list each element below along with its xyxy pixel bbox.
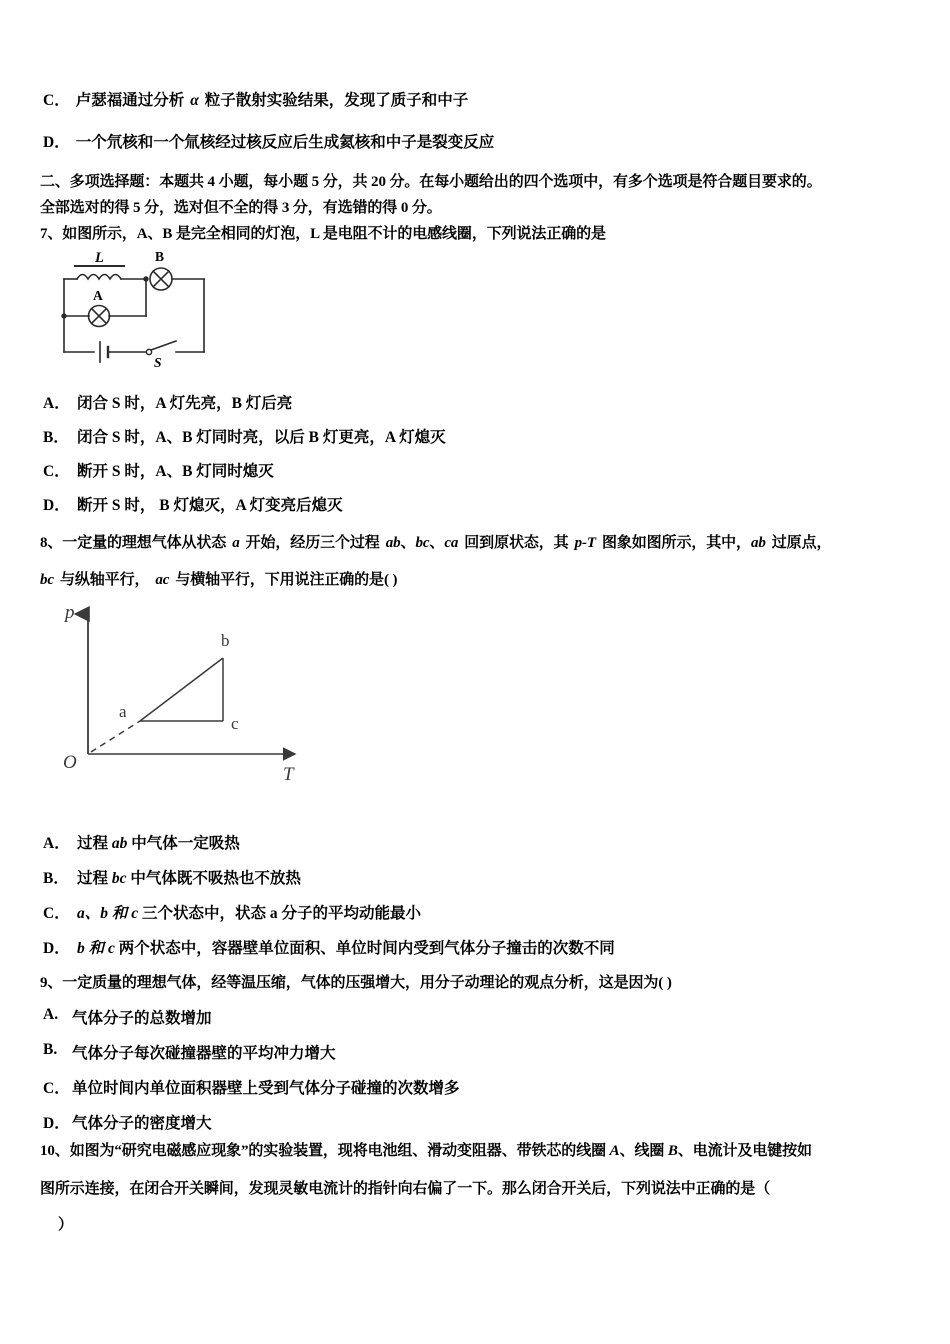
- q8-stem-line-1: [40, 531, 831, 552]
- pt-dashed-origin-line: [91, 721, 140, 752]
- q8-process-ac: ac: [155, 572, 170, 588]
- q8-stem-line-2: [40, 568, 397, 589]
- switch-blade: [151, 341, 176, 350]
- pt-x-axis-label: T: [283, 764, 294, 785]
- q7-stem: 7、如图所示，A、B 是完全相同的灯泡，L 是电阻不计的电感线圈，下列说法正确的是: [40, 226, 606, 242]
- q7-option-b-text: 闭合 S 时，A、B 灯同时亮，以后 B 灯更亮，A 灯熄灭: [77, 429, 446, 446]
- pt-origin-label: O: [63, 752, 77, 773]
- lamp-b-cross: [153, 271, 169, 287]
- q9-option-c-letter: C．: [43, 1080, 70, 1097]
- q8-state-a: a: [232, 535, 240, 551]
- q10-seg-2: 、线圈: [619, 1143, 668, 1159]
- q8-stem-seg-1: 8、一定量的理想气体从状态: [40, 535, 227, 551]
- q10-stem-line-1: [40, 1139, 812, 1160]
- lamp-b-label: B: [155, 249, 165, 264]
- q9-option-c-text: 单位时间内单位面积器壁上受到气体分子碰撞的次数增多: [72, 1080, 460, 1097]
- q10-seg-1: 10、如图为“研究电磁感应现象”的实验装置，现将电池组、滑动变阻器、带铁芯的线圈: [40, 1143, 610, 1159]
- alpha-symbol: α: [190, 92, 199, 109]
- q8-opt-c-post: 三个状态中，状态 a 分子的平均动能最小: [138, 905, 422, 922]
- q6-option-d: [43, 130, 494, 152]
- q10-seg-3: 、电流计及电键按如: [677, 1143, 812, 1159]
- circuit-diagram-figure: [58, 248, 238, 370]
- inductor-coil: [77, 275, 121, 280]
- q7-option-a-letter: A．: [43, 395, 70, 412]
- q6-option-d-letter: D．: [43, 134, 70, 151]
- q7-option-b-letter: B．: [43, 429, 69, 446]
- q8-process-bc-2: bc: [40, 572, 54, 588]
- pt-point-c-label: c: [231, 714, 239, 733]
- q8-stem-seg-4: 、: [429, 535, 445, 551]
- q8-option-d-text: [77, 936, 615, 958]
- q7-option-c-text: 断开 S 时，A、B 灯同时熄灭: [77, 463, 274, 480]
- q8-stem-seg-5: 回到原状态，其: [464, 535, 569, 551]
- q7-option-c-letter: C．: [43, 463, 70, 480]
- switch-pivot: [146, 349, 151, 354]
- q8-process-ab-2: ab: [750, 535, 766, 551]
- q8-stem-seg-8: 与纵轴平行，: [59, 572, 150, 588]
- q8-opt-a-post: 中气体一定吸热: [127, 835, 240, 852]
- q8-option-a-letter: A．: [43, 835, 70, 852]
- q6-option-c-letter: C．: [43, 92, 70, 109]
- q8-opt-c-italic: a、b 和 c: [77, 905, 139, 922]
- pt-graph-svg: [55, 596, 325, 811]
- q8-option-c-letter: C．: [43, 905, 70, 922]
- q10-stem-line-2: 图所示连接，在闭合开关瞬间，发现灵敏电流计的指针向右偏了一下。那么闭合开关后，下列说法中正确的是（: [40, 1181, 771, 1197]
- q9-stem: 9、一定质量的理想气体，经等温压缩，气体的压强增大，用分子动理论的观点分析，这是因为( ): [40, 975, 672, 991]
- q8-stem-seg-7: 过原点，: [771, 535, 832, 551]
- q6-option-d-text: 一个氘核和一个氚核经过核反应后生成氦核和中子是裂变反应: [75, 134, 495, 151]
- inductor-label: L: [95, 250, 104, 266]
- section-header-line-2: 全部选对的得 5 分，选对但不全的得 3 分，有选错的得 0 分。: [40, 200, 442, 216]
- q7-option-a-text: 闭合 S 时，A 灯先亮，B 灯后亮: [77, 395, 293, 412]
- q9-option-d-letter: D．: [43, 1115, 70, 1132]
- q8-process-bc: bc: [415, 535, 430, 551]
- q6-option-c-text-2: 粒子散射实验结果，发现了质子和中子: [204, 92, 469, 109]
- q8-process-ab: ab: [385, 535, 401, 551]
- pt-point-b-label: b: [221, 631, 230, 650]
- q8-stem-seg-6: 图象如图所示，其中，: [601, 535, 751, 551]
- q6-option-c: [43, 88, 468, 110]
- q8-opt-a-pre: 过程: [77, 835, 112, 852]
- junction-dot-left: [61, 313, 66, 318]
- lamp-a-label: A: [93, 288, 103, 303]
- pt-point-a-label: a: [119, 702, 127, 721]
- q8-option-d-letter: D．: [43, 940, 70, 957]
- q10-coil-a: A: [609, 1143, 620, 1159]
- q9-option-a-text: 气体分子的总数增加: [72, 1010, 212, 1027]
- q8-opt-b-post: 中气体既不吸热也不放热: [126, 870, 301, 887]
- q8-option-b-letter: B．: [43, 870, 69, 887]
- q8-opt-b-pre: 过程: [77, 870, 112, 887]
- pt-y-axis-label: p: [65, 602, 75, 623]
- q7-option-d-letter: D．: [43, 497, 70, 514]
- q8-opt-a-italic: ab: [111, 835, 128, 852]
- q9-option-d-text: 气体分子的密度增大: [72, 1115, 212, 1132]
- pt-graph-figure: [55, 596, 325, 811]
- q10-coil-b: B: [667, 1143, 678, 1159]
- q8-stem-seg-9: 与横轴平行，下用说注正确的是( ): [175, 572, 398, 588]
- q7-option-d-text: 断开 S 时， B 灯熄灭，A 灯变亮后熄灭: [77, 497, 343, 514]
- q8-opt-d-italic: b 和 c: [77, 940, 115, 957]
- q8-process-ca: ca: [444, 535, 459, 551]
- q8-opt-d-post: 两个状态中，容器壁单位面积、单位时间内受到气体分子撞击的次数不同: [114, 940, 615, 957]
- q9-option-a-letter: A.: [43, 1006, 59, 1023]
- q10-stem-line-3: ）: [58, 1217, 73, 1233]
- q8-option-b-text: [77, 866, 301, 888]
- pt-line-ab: [140, 658, 223, 721]
- q8-opt-b-italic: bc: [111, 870, 127, 887]
- q8-pt-label: p-T: [574, 535, 596, 551]
- q8-option-a-text: [77, 831, 240, 853]
- q8-stem-seg-2: 开始，经历三个过程: [245, 535, 380, 551]
- section-header-line-1: 二、多项选择题：本题共 4 小题，每小题 5 分，共 20 分。在每小题给出的四个选项中，有多个选项是符合题目要求的。: [40, 174, 822, 190]
- lamp-a-cross: [92, 309, 107, 324]
- circuit-diagram-svg: [58, 248, 238, 370]
- junction-dot-top: [143, 276, 148, 281]
- switch-label: S: [154, 355, 162, 370]
- q6-option-c-text-1: 卢瑟福通过分析: [75, 92, 185, 109]
- q8-stem-seg-3: 、: [400, 535, 416, 551]
- q8-option-c-text: [77, 901, 421, 923]
- q9-option-b-letter: B.: [43, 1041, 58, 1058]
- q9-option-b-text: 气体分子每次碰撞器壁的平均冲力增大: [72, 1045, 336, 1062]
